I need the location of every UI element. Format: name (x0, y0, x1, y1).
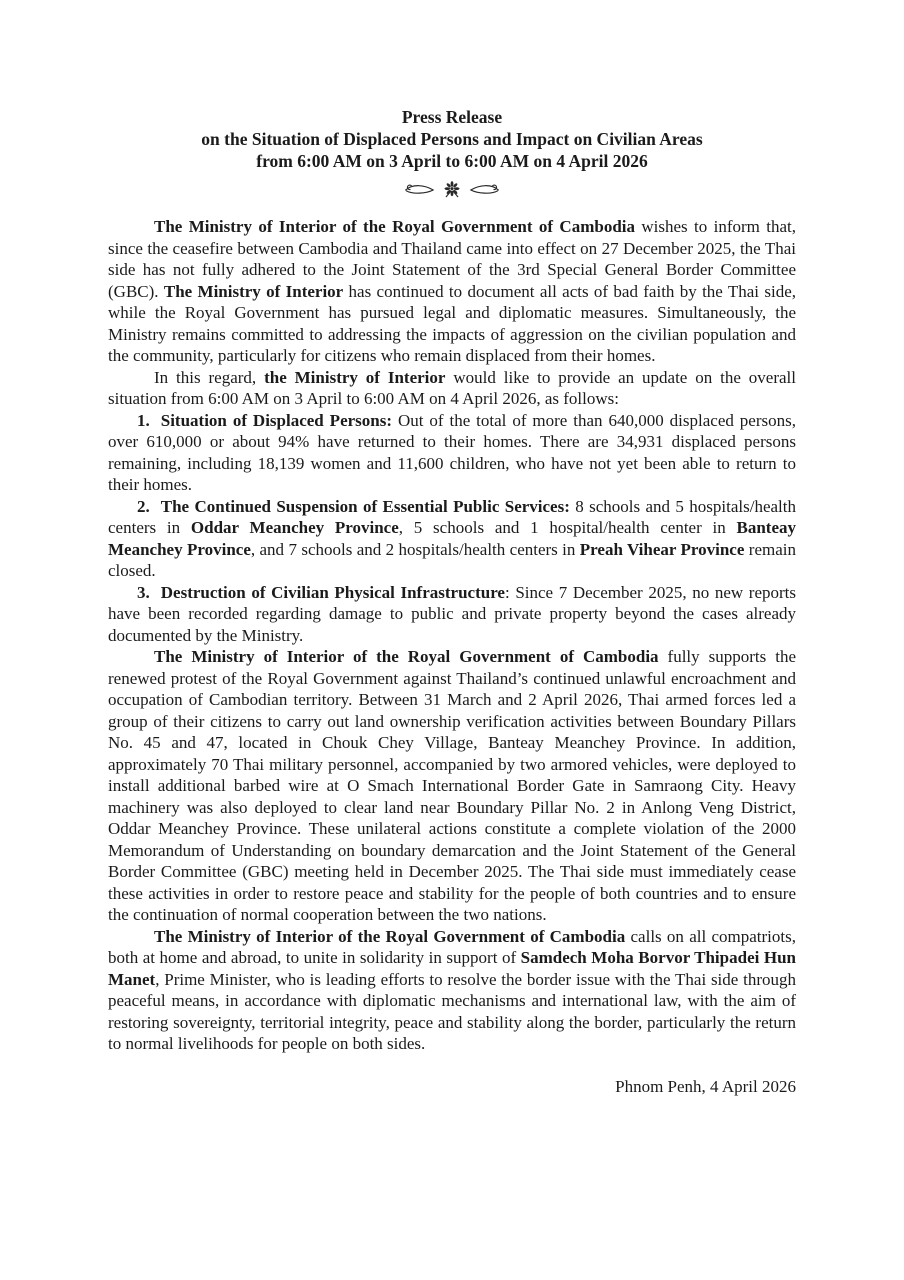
title-line-3: from 6:00 AM on 3 April to 6:00 AM on 4 April 2026 (256, 151, 648, 171)
bold-text-run: Destruction of Civilian Physical Infrastructure (160, 582, 505, 602)
bold-text-run: The Ministry of Interior (163, 281, 344, 301)
text-run: : Since 7 December 2025, no new reports have been recorded regarding damage to public and private property beyond the cases already documented by the Ministry. (108, 582, 796, 645)
ornament-divider (108, 179, 796, 203)
paragraphs (108, 216, 796, 1055)
numbered-paragraph (108, 496, 796, 582)
title-line-2: on the Situation of Displaced Persons and Impact on Civilian Areas (201, 129, 703, 149)
list-number: 2. (137, 496, 150, 516)
bold-text-run: Banteay Meanchey Province (108, 518, 797, 559)
text-run: 8 schools and 5 hospitals/health centers in (108, 496, 796, 537)
paragraph (108, 216, 796, 367)
text-run: In this regard, (154, 367, 265, 387)
paragraph (108, 367, 796, 410)
bold-text-run: the Ministry of Interior (264, 367, 446, 387)
floral-flourish-icon (402, 179, 502, 201)
bold-text-run: The Ministry of Interior of the Royal Government of Cambodia (154, 926, 626, 946)
text-run: calls on all compatriots, both at home and abroad, to unite in solidarity in support of (108, 926, 796, 967)
bold-text-run: Situation of Displaced Persons: (160, 410, 393, 430)
paragraph (108, 646, 796, 926)
text-run: wishes to inform that, since the ceasefire between Cambodia and Thailand came into effect on 27 December 2025, the Thai side has not fully adhered to the Joint Statement of the 3rd Special General Border Committee (GBC). (108, 217, 796, 301)
bold-text-run: The Ministry of Interior of the Royal Government of Cambodia (154, 647, 659, 666)
text-run: , Prime Minister, who is leading efforts to resolve the border issue with the Thai side through peaceful means, in accordance with diplomatic mechanisms and international law, with the aim of restoring sovereignty, territorial integrity, peace and stability along the border, particularly the return to normal livelihoods for people on both sides. (108, 969, 796, 1053)
bold-text-run: Oddar Meanchey Province (190, 518, 399, 537)
dateline: Phnom Penh, 4 April 2026 (615, 1076, 796, 1096)
text-run: , and 7 schools and 2 hospitals/health centers in (250, 539, 580, 559)
document-title (108, 106, 796, 172)
list-number: 3. (137, 582, 150, 602)
bold-text-run: Samdech Moha Borvor Thipadei Hun Manet (108, 948, 796, 989)
list-number: 1. (137, 410, 150, 430)
bold-text-run: Preah Vihear Province (579, 539, 745, 559)
text-run: remain closed. (108, 539, 796, 580)
text-run: , 5 schools and 1 hospital/health center in (398, 518, 737, 537)
numbered-paragraph (108, 582, 796, 647)
text-run: fully supports the renewed protest of the Royal Government against Thailand’s continued unlawful encroachment and occupation of Cambodian territory. Between 31 March and 2 April 2026, Thai armed forces led a group of their citizens to carry out land ownership verification activities between Boundary Pillars No. 45 and 47, located in Chouk Chey Village, Banteay Meanchey Province. In addition, approximately 70 Thai military personnel, accompanied by two armored vehicles, were deployed to install additional barbed wire at O Smach International Border Gate in Samraong City. Heavy machinery was also deployed to clear land near Boundary Pillar No. 2 in Anlong Veng District, Oddar Meanchey Province. These unilateral actions constitute a complete violation of the 2000 Memorandum of Understanding on boundary demarcation and the Joint Statement of the General Border Committee (GBC) meeting held in December 2025. The Thai side must immediately cease these activities in order to restore peace and stability for the people of both countries and to ensure the continuation of normal cooperation between the two nations. (108, 647, 796, 924)
text-run: would like to provide an update on the overall situation from 6:00 AM on 3 April to 6:00 AM on 4 April 2026, as follows: (108, 367, 796, 408)
paragraph (108, 926, 796, 1055)
bold-text-run: The Ministry of Interior of the Royal Government of Cambodia (154, 217, 636, 236)
numbered-paragraph (108, 410, 796, 496)
text-run: has continued to document all acts of bad faith by the Thai side, while the Royal Government has pursued legal and diplomatic measures. Simultaneously, the Ministry remains committed to addressing the impacts of aggression on the civilian population and the community, particularly for citizens who remain displaced from their homes. (108, 281, 796, 365)
text-run: Out of the total of more than 640,000 displaced persons, over 610,000 or about 94% have returned to their homes. There are 34,931 displaced persons remaining, including 18,139 women and 11,600 children, who have not yet been able to return to their homes. (108, 410, 796, 494)
bold-text-run: The Continued Suspension of Essential Public Services: (160, 496, 570, 516)
title-line-1: Press Release (401, 107, 503, 127)
